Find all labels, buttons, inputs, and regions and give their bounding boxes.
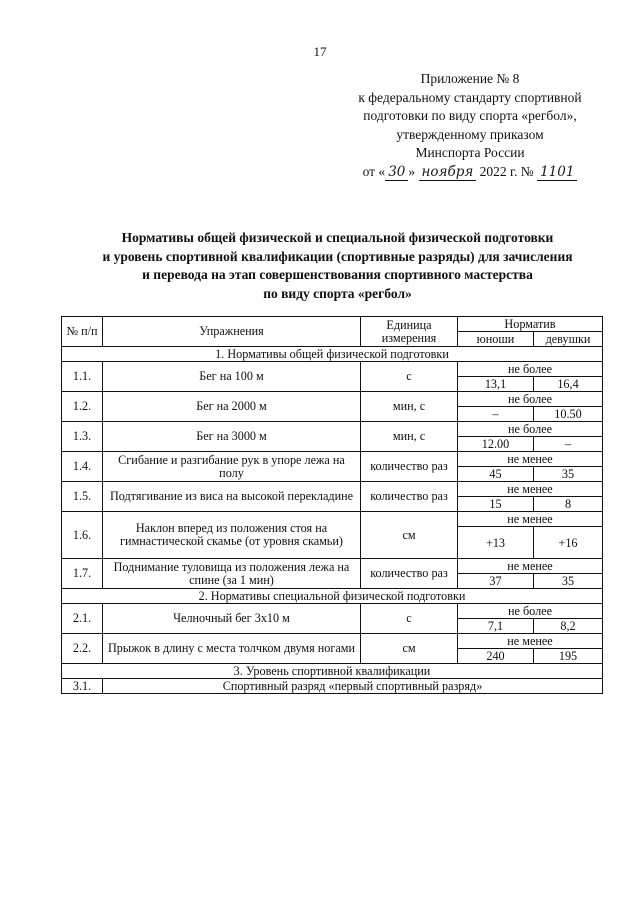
- standards-table: [61, 316, 603, 694]
- header-number: № п/п: [62, 317, 103, 347]
- section-title: 1. Нормативы общей физической подготовки: [62, 347, 603, 362]
- row-number: 1.4.: [62, 452, 103, 482]
- row-number: 1.2.: [62, 392, 103, 422]
- unit: количество раз: [361, 452, 458, 482]
- page-number: 17: [313, 44, 327, 59]
- exercise-name: Подтягивание из виса на высокой перекладине: [103, 482, 361, 512]
- table-row: [62, 452, 603, 467]
- exercise-name: Бег на 2000 м: [103, 392, 361, 422]
- table-row: [62, 559, 603, 574]
- unit: с: [361, 362, 458, 392]
- date-mid: »: [408, 163, 416, 179]
- table-header-row: [62, 317, 603, 332]
- handwritten-month: ноября: [419, 164, 477, 181]
- value-boys: 240: [458, 649, 534, 664]
- value-girls: 8,2: [534, 619, 603, 634]
- exercise-name: Наклон вперед из положения стоя на гимнастической скамье (от уровня скамьи): [103, 512, 361, 559]
- table-row: [62, 512, 603, 527]
- value-boys: 15: [458, 497, 534, 512]
- unit: см: [361, 512, 458, 559]
- table-row: [62, 482, 603, 497]
- appendix-line: к федеральному стандарту спортивной: [358, 89, 582, 105]
- title-line: и перевода на этап совершенствования спортивного мастерства: [142, 267, 533, 282]
- section-row: [62, 347, 603, 362]
- value-boys: +13: [458, 527, 534, 559]
- appendix-line: Минспорта России: [415, 145, 525, 161]
- value-boys: –: [458, 407, 534, 422]
- row-number: 2.1.: [62, 604, 103, 634]
- exercise-name: Бег на 100 м: [103, 362, 361, 392]
- norm-qualifier: не более: [458, 422, 603, 437]
- unit: см: [361, 634, 458, 664]
- row-number: 1.7.: [62, 559, 103, 589]
- header-norm: Норматив: [458, 317, 603, 332]
- unit: мин, с: [361, 422, 458, 452]
- row-number: 3.1.: [62, 679, 103, 694]
- date-year: 2022 г. №: [479, 163, 534, 179]
- appendix-title: Приложение № 8: [420, 71, 520, 86]
- norm-qualifier: не более: [458, 392, 603, 407]
- section-title: 3. Уровень спортивной квалификации: [62, 664, 603, 679]
- row-number: 1.1.: [62, 362, 103, 392]
- value-girls: 8: [534, 497, 603, 512]
- header-boys: юноши: [458, 332, 534, 347]
- section-row: [62, 664, 603, 679]
- document-title: [60, 229, 615, 303]
- norm-qualifier: не менее: [458, 634, 603, 649]
- row-number: 1.3.: [62, 422, 103, 452]
- table-row: [62, 392, 603, 407]
- value-girls: 195: [534, 649, 603, 664]
- exercise-name: Сгибание и разгибание рук в упоре лежа на полу: [103, 452, 361, 482]
- value-boys: 13,1: [458, 377, 534, 392]
- table-row: [62, 634, 603, 649]
- table-row: [62, 604, 603, 619]
- handwritten-order-number: 1101: [537, 164, 577, 181]
- value-girls: 16,4: [534, 377, 603, 392]
- unit: количество раз: [361, 482, 458, 512]
- norm-qualifier: не более: [458, 362, 603, 377]
- value-boys: 37: [458, 574, 534, 589]
- appendix-block: [330, 70, 610, 182]
- handwritten-day: 30: [385, 164, 408, 181]
- header-unit: Единица измерения: [361, 317, 458, 347]
- exercise-name: Бег на 3000 м: [103, 422, 361, 452]
- value-girls: 35: [534, 467, 603, 482]
- exercise-name: Челночный бег 3х10 м: [103, 604, 361, 634]
- value-girls: +16: [534, 527, 603, 559]
- title-line: и уровень спортивной квалификации (спортивные разряды) для зачисления: [102, 248, 573, 264]
- section-row: [62, 589, 603, 604]
- unit: мин, с: [361, 392, 458, 422]
- row-number: 2.2.: [62, 634, 103, 664]
- norm-qualifier: не более: [458, 604, 603, 619]
- qualification-text: Спортивный разряд «первый спортивный разряд»: [103, 679, 603, 694]
- table-row: [62, 422, 603, 437]
- date-prefix: от «: [362, 163, 386, 179]
- appendix-line: утвержденному приказом: [396, 126, 544, 142]
- unit: количество раз: [361, 559, 458, 589]
- norm-qualifier: не менее: [458, 512, 603, 527]
- table-row: [62, 679, 603, 694]
- value-girls: 35: [534, 574, 603, 589]
- row-number: 1.5.: [62, 482, 103, 512]
- value-boys: 12.00: [458, 437, 534, 452]
- header-girls: девушки: [534, 332, 603, 347]
- row-number: 1.6.: [62, 512, 103, 559]
- title-line: Нормативы общей физической и специальной физической подготовки: [121, 230, 554, 245]
- value-boys: 45: [458, 467, 534, 482]
- header-exercise: Упражнения: [103, 317, 361, 347]
- table-row: [62, 362, 603, 377]
- value-girls: 10.50: [534, 407, 603, 422]
- value-boys: 7,1: [458, 619, 534, 634]
- order-date-line: [330, 163, 610, 182]
- exercise-name: Прыжок в длину с места толчком двумя ногами: [103, 634, 361, 664]
- norm-qualifier: не менее: [458, 452, 603, 467]
- norm-qualifier: не менее: [458, 559, 603, 574]
- exercise-name: Поднимание туловища из положения лежа на спине (за 1 мин): [103, 559, 361, 589]
- value-girls: –: [534, 437, 603, 452]
- title-line: по виду спорта «регбол»: [263, 285, 412, 301]
- unit: с: [361, 604, 458, 634]
- section-title: 2. Нормативы специальной физической подготовки: [62, 589, 603, 604]
- appendix-line: подготовки по виду спорта «регбол»,: [363, 108, 577, 124]
- norm-qualifier: не менее: [458, 482, 603, 497]
